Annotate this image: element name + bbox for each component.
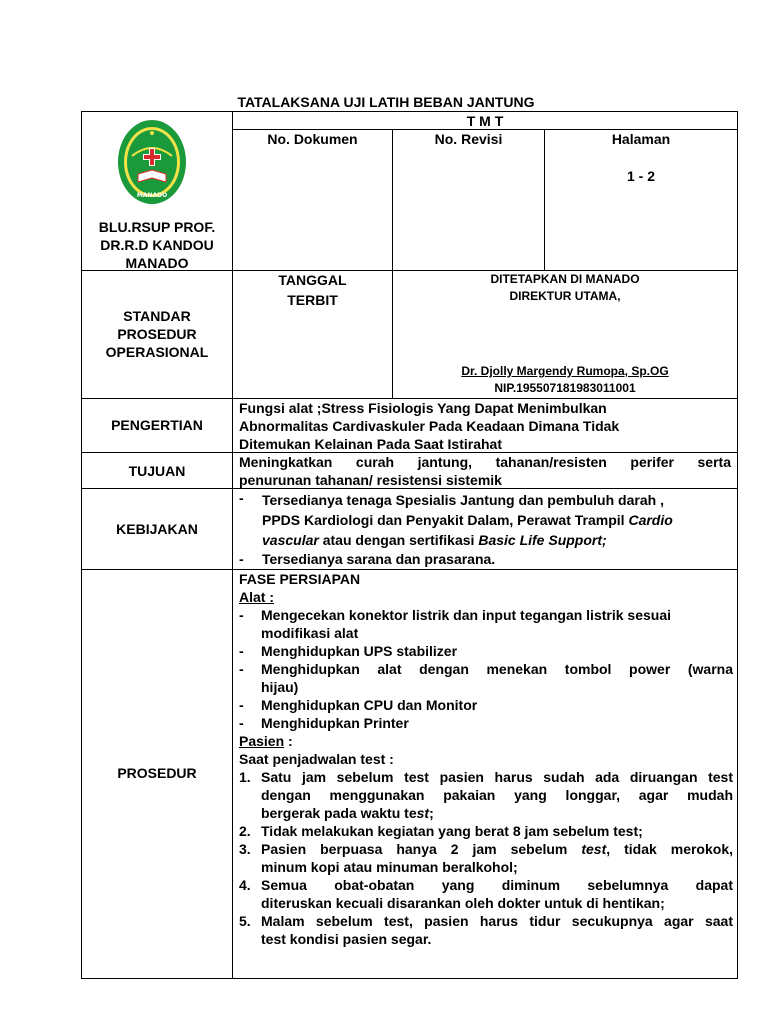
- prosedur-label: PROSEDUR: [117, 765, 197, 781]
- logo-text: MANADO: [136, 192, 168, 199]
- director-name: Dr. Djolly Margendy Rumopa, Sp.OG: [461, 364, 669, 378]
- sop-label: STANDAR PROSEDUR OPERASIONAL: [105, 308, 209, 360]
- approval-heading: DITETAPKAN DI MANADO DIREKTUR UTAMA,: [490, 272, 640, 303]
- kebijakan-label: KEBIJAKAN: [116, 521, 198, 537]
- pengertian-label: PENGERTIAN: [111, 417, 203, 433]
- tujuan-label: TUJUAN: [128, 463, 186, 479]
- page-value: 1 - 2: [626, 168, 655, 184]
- prosedur-content: FASE PERSIAPAN Alat : - Mengecekan konektor listrik dan input tegangan listrik sesuai modifikasi alat - Menghidupkan UPS stabilizer - Menghidupkan alat dengan menekan tombol power (warna hijau) - Menghidupkan CPU dan Monitor - Menghidupkan Printer Pasien : Saat penjadwalan test : 1. Satu jam sebelum test pasien harus sudah ada diruangan test dengan menggunakan pakaian yang longgar, agar mudah bergerak pada waktu test; 2. Tidak melakukan kegiatan yang berat 8 jam sebelum test; 3. Pasien berpuasa hanya 2 jam sebelum test, tidak merokok, minum kopi atau minuman beralkohol; 4. Semua obat-obatan yang diminum sebelumnya dapat diteruskan kecuali disarankan oleh dokter untuk di hentikan; 5. Malam sebelum test, pasien harus tidur secukupnya agar saat test kondisi pasien segar.: [239, 571, 733, 947]
- pengertian-text: Fungsi alat ;Stress Fisiologis Yang Dapat Menimbulkan Abnormalitas Cardivaskuler Pada Keadaan Dimana Tidak Ditemukan Kelainan Pada Saat Istirahat: [239, 400, 620, 452]
- tanggal-terbit-label: TANGGAL TERBIT: [278, 272, 347, 308]
- unit-code: T M T: [466, 113, 504, 129]
- hospital-logo: [116, 118, 188, 206]
- revision-header: No. Revisi: [434, 131, 503, 147]
- approval-signature: [393, 363, 737, 397]
- jadwal-heading: Saat penjadwalan test :: [239, 751, 394, 767]
- fase-persiapan-heading: FASE PERSIAPAN: [239, 571, 361, 587]
- doc-number-header: No. Dokumen: [267, 131, 358, 147]
- hospital-name: BLU.RSUP PROF. DR.R.D KANDOU MANADO: [98, 219, 216, 271]
- pasien-heading: Pasien :: [239, 733, 293, 749]
- tujuan-text: Meningkatkan curah jantung, tahanan/resisten perifer serta penurunan tahanan/ resistensi sistemik: [239, 454, 731, 488]
- kebijakan-list: - Tersedianya tenaga Spesialis Jantung dan pembuluh darah , PPDS Kardiologi dan Penyakit Dalam, Perawat Trampil Cardio vascular atau dengan sertifikasi Basic Life Support; - Tersedianya sarana dan prasarana.: [239, 490, 673, 567]
- page-header: Halaman: [611, 131, 671, 147]
- document-title: TATALAKSANA UJI LATIH BEBAN JANTUNG: [237, 94, 535, 110]
- director-nip: NIP.195507181983011001: [494, 381, 636, 395]
- alat-heading: Alat :: [239, 589, 274, 605]
